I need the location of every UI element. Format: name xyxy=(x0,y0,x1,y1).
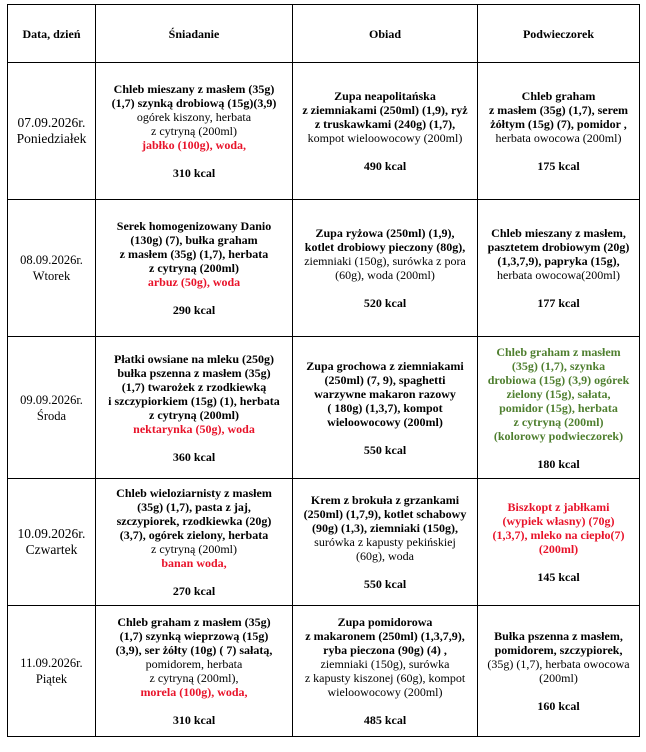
breakfast-kcal: 310 kcal xyxy=(172,166,216,180)
header-row xyxy=(8,5,640,63)
day-name: Piątek xyxy=(35,672,68,686)
lunch-line: warzywne makaron razowy xyxy=(314,386,456,401)
day-name: Czwartek xyxy=(25,542,78,557)
lunch-line: ziemniaki (150g), surówka z pora xyxy=(304,254,466,268)
lunch-cell xyxy=(293,337,478,479)
snack-line: pomidor (15g), herbata xyxy=(499,400,618,415)
breakfast-kcal: 310 kcal xyxy=(172,713,216,727)
lunch-line: Krem z brokuła z grzankami xyxy=(310,493,460,507)
breakfast-line: (3,9), ser żółty (10g) ( 7) sałatą, xyxy=(115,643,273,657)
breakfast-fruit: nektarynka (50g), woda xyxy=(133,421,255,436)
breakfast-line: ogórek kiszony, herbata xyxy=(136,110,252,124)
breakfast-line: (1,7) szynką drobiową (15g)(3,9) xyxy=(111,96,277,110)
lunch-kcal: 520 kcal xyxy=(363,296,407,310)
snack-line: żółtym (15g) (7), pomidor , xyxy=(490,117,627,131)
breakfast-line: z cytryną (200ml) xyxy=(151,124,237,138)
lunch-line: kompot wieloowocowy (200ml) xyxy=(307,131,463,145)
lunch-line: ziemniaki (150g), surówka xyxy=(320,657,450,671)
breakfast-kcal: 270 kcal xyxy=(172,584,216,598)
breakfast-line: z cytryną (200ml) xyxy=(149,407,239,422)
date: 08.09.2026r. xyxy=(20,253,83,267)
breakfast-line: z cytryną (200ml) xyxy=(151,542,237,556)
breakfast-line: pomidorem, herbata xyxy=(145,657,243,671)
snack-line: Chleb graham xyxy=(521,89,596,103)
breakfast-line: Serek homogenizowany Danio xyxy=(116,219,272,233)
lunch-line: z ziemniakami (250ml) (1,9), ryż xyxy=(302,103,468,117)
snack-line: z masłem (35g) (1,7), serem xyxy=(488,103,629,117)
breakfast-kcal: 360 kcal xyxy=(172,449,216,464)
breakfast-cell xyxy=(96,479,293,606)
lunch-line: Zupa neapolitańska xyxy=(334,89,436,103)
date: 11.09.2026r. xyxy=(20,656,83,670)
lunch-line: (250ml) (7, 9), spaghetti xyxy=(324,372,446,387)
snack-line: Chleb mieszany z masłem, xyxy=(491,226,626,240)
date: 10.09.2026r. xyxy=(17,526,86,541)
header-lunch: Obiad xyxy=(293,5,478,63)
header-breakfast: Śniadanie xyxy=(96,5,293,63)
snack-line: (1,3,7,9), papryka (15g), xyxy=(497,254,620,268)
breakfast-line: (3,7), ogórek zielony, herbata xyxy=(119,528,269,542)
lunch-cell xyxy=(293,606,478,737)
table-row xyxy=(8,63,640,200)
breakfast-line: i szczypiorkiem (15g) (1), herbata xyxy=(108,393,280,408)
table-row xyxy=(8,606,640,737)
breakfast-line: (1,7) twarożek z rzodkiewką xyxy=(121,379,267,394)
date: 09.09.2026r. xyxy=(20,392,83,407)
lunch-cell xyxy=(293,479,478,606)
lunch-line: ryba pieczona (90g) (4) , xyxy=(323,643,447,657)
breakfast-cell xyxy=(96,337,293,479)
snack-line: (35g) (1,7), szynka xyxy=(511,358,606,373)
lunch-kcal: 550 kcal xyxy=(363,577,407,591)
breakfast-line: z cytryną (200ml) xyxy=(149,261,239,275)
snack-kcal: 160 kcal xyxy=(537,699,580,713)
lunch-line: (250ml) (1,7,9), kotlet schabowy xyxy=(303,507,467,521)
breakfast-line: bułka pszenna z masłem (35g) xyxy=(117,365,271,380)
day-name: Środa xyxy=(36,408,67,423)
snack-line: pomidorem, szczypiorek, xyxy=(494,643,623,657)
date-cell xyxy=(8,606,96,737)
lunch-kcal: 550 kcal xyxy=(363,442,407,457)
snack-line: Chleb graham z masłem xyxy=(496,344,621,359)
breakfast-line: szczypiorek, rzodkiewka (20g) xyxy=(116,514,272,528)
snack-kcal: 145 kcal xyxy=(537,570,580,584)
lunch-line: wieloowocowy (200ml) xyxy=(327,685,443,699)
lunch-line: (60g), woda xyxy=(356,549,414,563)
breakfast-fruit: arbuz (50g), woda xyxy=(147,275,241,289)
breakfast-cell xyxy=(96,606,293,737)
snack-line: (35g) (1,7), herbata owocowa xyxy=(487,657,630,671)
breakfast-fruit: morela (100g), woda, xyxy=(140,685,248,699)
header-snack: Podwieczorek xyxy=(478,5,640,63)
lunch-kcal: 485 kcal xyxy=(363,713,407,727)
snack-line: (wypiek własny) (70g) xyxy=(502,514,615,528)
snack-cell xyxy=(478,479,640,606)
snack-line: pasztetem drobiowym (20g) xyxy=(487,240,630,254)
breakfast-line: Chleb wieloziarnisty z masłem xyxy=(116,486,272,500)
lunch-line: kotlet drobiowy pieczony (80g), xyxy=(304,240,466,254)
snack-cell xyxy=(478,63,640,200)
breakfast-line: (130g) (7), bułka graham xyxy=(130,233,258,247)
snack-line: drobiowa (15g) (3,9) ogórek xyxy=(487,372,630,387)
breakfast-kcal: 290 kcal xyxy=(172,303,216,317)
table-row xyxy=(8,479,640,606)
snack-line: zielony (15g), sałata, xyxy=(506,386,611,401)
breakfast-line: z masłem (35g) (1,7), herbata xyxy=(119,247,269,261)
snack-kcal: 180 kcal xyxy=(537,456,580,471)
snack-line: Bułka pszenna z masłem, xyxy=(494,629,623,643)
snack-cell xyxy=(478,606,640,737)
lunch-line: z truskawkami (240g) (1,7), xyxy=(314,117,456,131)
snack-line: (200ml) xyxy=(538,542,579,556)
lunch-line: z makaronem (250ml) (1,3,7,9), xyxy=(305,629,465,643)
lunch-line: (60g), woda (200ml) xyxy=(335,268,435,282)
breakfast-line: Chleb mieszany z masłem (35g) xyxy=(113,82,275,96)
lunch-cell xyxy=(293,63,478,200)
snack-kcal: 175 kcal xyxy=(537,159,580,173)
date-cell xyxy=(8,337,96,479)
snack-line: (kolorowy podwieczorek) xyxy=(493,428,624,443)
lunch-line: Zupa ryżowa (250ml) (1,9), xyxy=(315,226,455,240)
date: 07.09.2026r. xyxy=(17,115,86,130)
lunch-line: (90g) (1,3), ziemniaki (150g), xyxy=(312,521,458,535)
day-name: Poniedziałek xyxy=(16,131,87,146)
snack-cell xyxy=(478,337,640,479)
snack-kcal: 177 kcal xyxy=(537,296,580,310)
snack-line: herbata owocowa(200ml) xyxy=(497,268,620,282)
lunch-line: surówka z kapusty pekińskiej xyxy=(314,535,456,549)
lunch-kcal: 490 kcal xyxy=(363,159,407,173)
snack-line: (1,3,7), mleko na ciepło(7) xyxy=(492,528,625,542)
date-cell xyxy=(8,479,96,606)
lunch-line: ( 180g) (1,3,7), kompot xyxy=(327,400,443,415)
breakfast-cell xyxy=(96,63,293,200)
breakfast-fruit: jabłko (100g), woda, xyxy=(141,138,246,152)
breakfast-line: z cytryną (200ml), xyxy=(149,671,239,685)
breakfast-cell xyxy=(96,200,293,337)
date-cell xyxy=(8,63,96,200)
lunch-line: z kapusty kiszonej (60g), kompot xyxy=(304,671,466,685)
table-row xyxy=(8,337,640,479)
date-cell xyxy=(8,200,96,337)
breakfast-fruit: banan woda, xyxy=(161,556,227,570)
lunch-line: Zupa grochowa z ziemniakami xyxy=(306,358,464,373)
snack-line: z cytryną (200ml) xyxy=(513,414,604,429)
snack-line: Biszkopt z jabłkami xyxy=(507,500,610,514)
day-name: Wtorek xyxy=(32,269,71,283)
menu-table xyxy=(7,4,640,737)
lunch-cell xyxy=(293,200,478,337)
lunch-line: Zupa pomidorowa xyxy=(337,615,433,629)
breakfast-line: (1,7) szynką wieprzową (15g) xyxy=(119,629,269,643)
breakfast-line: Płatki owsiane na mleku (250g) xyxy=(113,351,274,366)
lunch-line: wieloowocowy (200ml) xyxy=(327,414,443,429)
breakfast-line: Chleb graham z masłem (35g) xyxy=(117,615,271,629)
breakfast-line: (35g) (1,7), pasta z jaj, xyxy=(137,500,251,514)
snack-line: (200ml) xyxy=(539,671,578,685)
table-row xyxy=(8,200,640,337)
header-date: Data, dzień xyxy=(8,5,96,63)
snack-line: herbata owocowa (200ml) xyxy=(495,131,622,145)
snack-cell xyxy=(478,200,640,337)
